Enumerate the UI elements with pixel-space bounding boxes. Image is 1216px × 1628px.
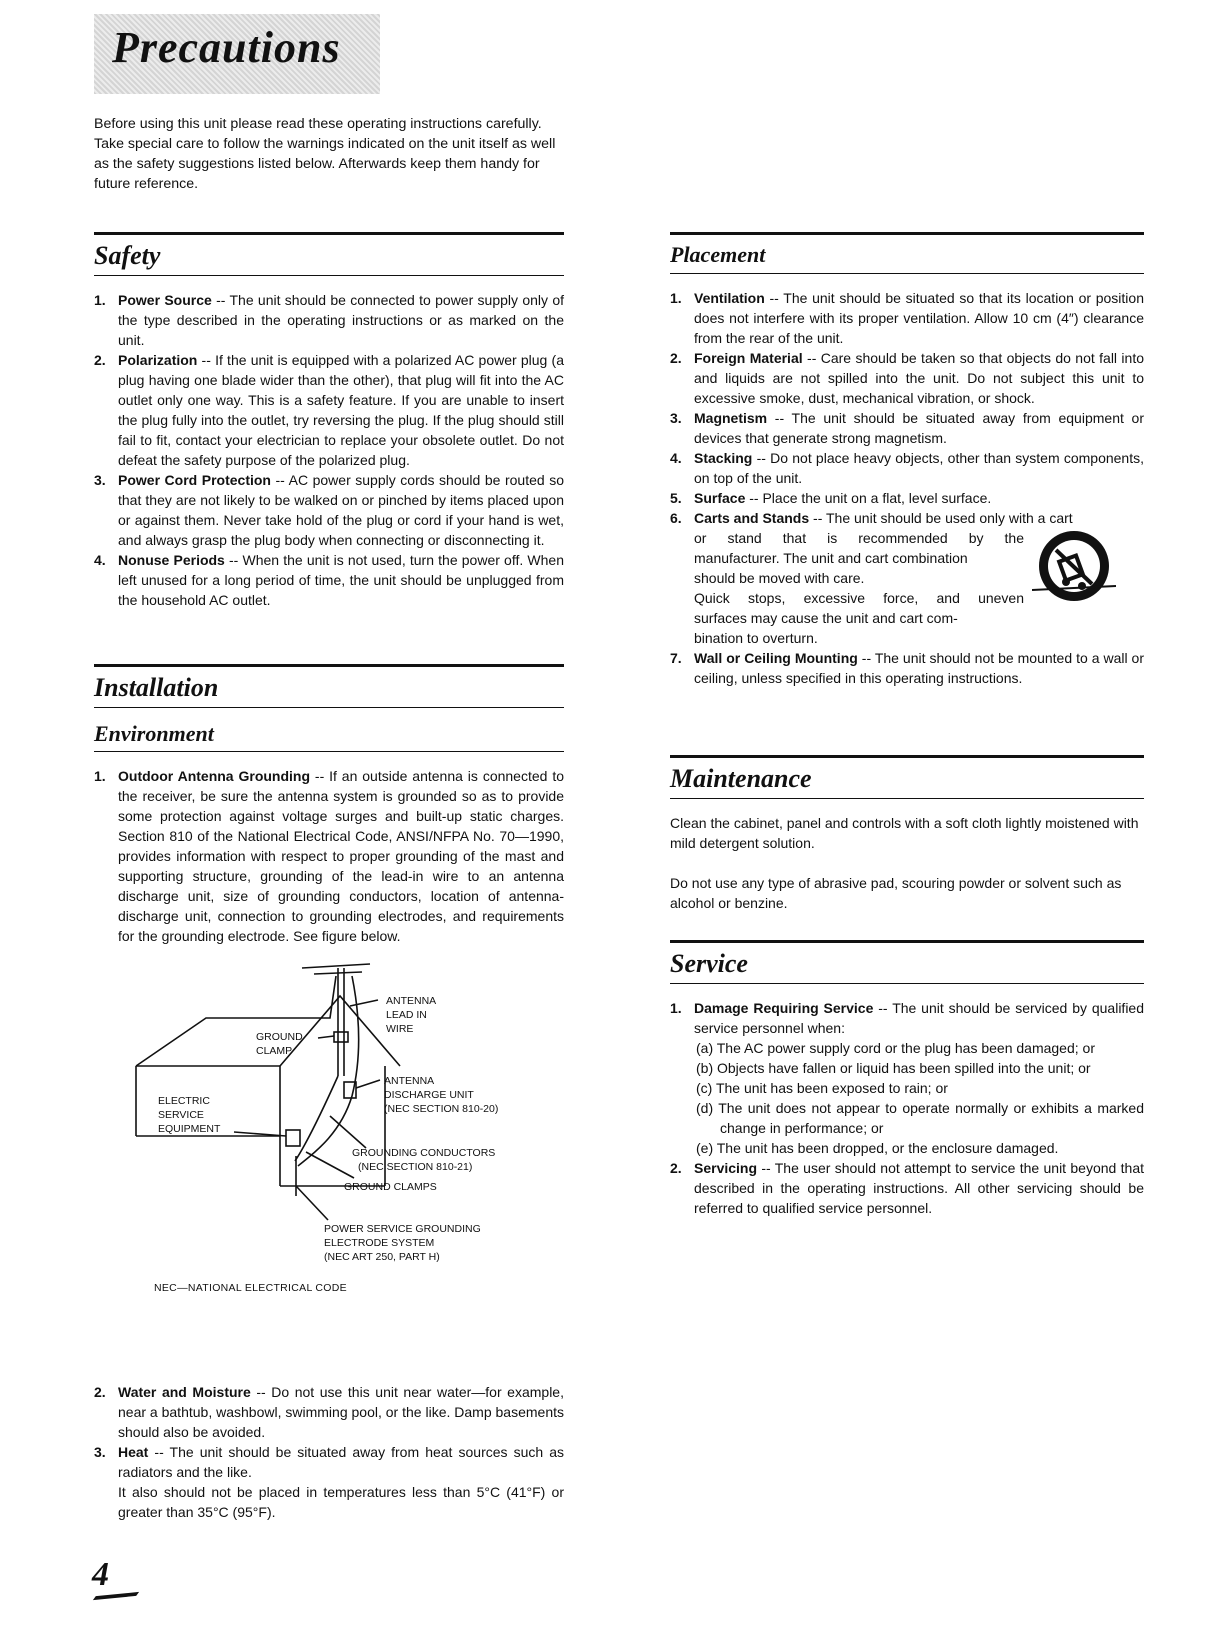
placement-heading: Placement	[670, 242, 766, 267]
diagram-label: LEAD IN	[386, 1009, 427, 1021]
list-item: 4. Stacking -- Do not place heavy objects, other than system components, on top of the unit.	[670, 450, 1144, 486]
diagram-label: (NEC ART 250, PART H)	[324, 1251, 440, 1263]
diagram-label: ANTENNA	[386, 995, 437, 1007]
page-title: Precautions	[112, 23, 341, 72]
diagram-label: ANTENNA	[384, 1075, 435, 1087]
page-number: 4	[92, 1556, 109, 1593]
diagram-label: ELECTRODE SYSTEM	[324, 1237, 435, 1249]
list-item: 7. Wall or Ceiling Mounting -- The unit should not be mounted to a wall or ceiling, unless specified in this operating instructions.	[670, 650, 1144, 686]
service-list	[670, 998, 1144, 1218]
list-item: 1. Ventilation -- The unit should be situated so that its location or position does not interfere with its proper ventilation. Allow 10 cm (4″) clearance from the rear of the unit.	[670, 290, 1144, 346]
diagram-label: (NEC SECTION 810-20)	[384, 1103, 499, 1115]
list-item: 3. Magnetism -- The unit should be situated away from equipment or devices that generate strong magnetism.	[670, 410, 1144, 446]
list-item: (c) The unit has been exposed to rain; or	[696, 1080, 948, 1096]
intro-paragraph: Before using this unit please read these operating instructions carefully. Take special care to follow the warnings indicated on the unit itself as well as the safety suggestions listed below. Afterwards keep them handy for future reference.	[94, 116, 556, 192]
nec-note: NEC—NATIONAL ELECTRICAL CODE	[154, 1282, 347, 1294]
environment-list-continued	[94, 1382, 564, 1522]
maintenance-paragraph: Do not use any type of abrasive pad, scouring powder or solvent such as alcohol or benzine.	[670, 875, 1122, 911]
diagram-label: WIRE	[386, 1023, 414, 1035]
list-item: 2. Servicing -- The user should not attempt to service the unit beyond that described in the operating instructions. All other servicing should be referred to qualified service personnel.	[670, 1160, 1144, 1216]
list-item: 1. Outdoor Antenna Grounding -- If an outside antenna is connected to the receiver, be sure the antenna system is grounded so as to provide some protection against voltage surges and built-up static charges. Section 810 of the National Electrical Code, ANSI/NFPA No. 70—1990, provides information with respect to proper grounding of the mast and supporting structure, grounding of the lead-in wire to an antenna discharge unit, size of grounding conductors, location of antenna-discharge unit, connection to grounding electrodes, and requirements for the grounding electrode. See figure below.	[94, 768, 564, 944]
list-item: (b) Objects have fallen or liquid has been spilled into the unit; or	[696, 1060, 1091, 1076]
installation-continued	[94, 1382, 564, 1522]
cart-warning-icon	[1032, 528, 1116, 604]
list-item: 2. Polarization -- If the unit is equipped with a polarized AC power plug (a plug having one blade wider than the other), that plug will fit into the AC outlet only one way. This is a safety feature. If you are unable to insert the plug fully into the outlet, try reversing the plug. If the plug should still fail to fit, contact your electrician to replace your obsolete outlet. Do not defeat the safety purpose of the polarized plug.	[94, 352, 564, 468]
diagram-label: (NEC SECTION 810-21)	[358, 1161, 473, 1173]
maintenance-heading: Maintenance	[670, 764, 812, 793]
list-item: 5. Surface -- Place the unit on a flat, level surface.	[670, 490, 992, 506]
list-item: 6. Carts and Stands -- The unit should be used only with a cart or stand that is recommended by the manufacturer. The unit and cart combination should be moved with care. Quick stops, excessive force, and uneven surfaces may cause the unit and cart com- bination to overturn.	[670, 508, 1144, 648]
list-item: 1. Damage Requiring Service -- The unit should be serviced by qualified service personnel when: (a) The AC power supply cord or the plug has been damaged; or (b) Objects have fallen or liquid has been spilled into the unit; or (c) The unit has been exposed to rain; or (d) The unit does not appear to operate normally or exhibits a marked change in performance; or (e) The unit has been dropped, or the enclosure damaged.	[670, 1000, 1145, 1156]
service-sublist	[694, 1038, 1144, 1158]
safety-heading: Safety	[94, 241, 161, 270]
placement-section	[670, 232, 1144, 688]
diagram-label: GROUND CLAMPS	[344, 1181, 437, 1193]
maintenance-paragraph: Clean the cabinet, panel and controls with a soft cloth lightly moistened with mild detergent solution.	[670, 815, 1139, 851]
list-item: 3. Power Cord Protection -- AC power supply cords should be routed so that they are not likely to be walked on or pinched by items placed upon or against them. Never take hold of the plug or cord if your hand is wet, and always grasp the plug body when connecting or disconnecting it.	[94, 472, 564, 548]
antenna-grounding-diagram	[130, 956, 550, 1266]
service-section	[670, 940, 1144, 1218]
list-item: 3. Heat -- The unit should be situated away from heat sources such as radiators and the like. It also should not be placed in temperatures less than 5°C (41°F) or greater than 35°C (95°F).	[94, 1444, 564, 1520]
list-item: (a) The AC power supply cord or the plug has been damaged; or	[696, 1040, 1095, 1056]
diagram-label: DISCHARGE UNIT	[384, 1089, 474, 1101]
environment-subheading: Environment	[94, 721, 214, 746]
maintenance-section	[670, 755, 1144, 913]
list-item: 2. Water and Moisture -- Do not use this unit near water—for example, near a bathtub, washbowl, swimming pool, or the like. Damp basements should also be avoided.	[94, 1384, 564, 1440]
installation-heading: Installation	[94, 673, 219, 702]
placement-list	[670, 288, 1144, 688]
environment-list	[94, 766, 564, 946]
list-item: 2. Foreign Material -- Care should be taken so that objects do not fall into and liquids are not spilled into the unit. Do not subject this unit to excessive smoke, dust, mechanical vibration, or shock.	[670, 350, 1145, 406]
list-item: 1. Power Source -- The unit should be connected to power supply only of the type described in the operating instructions or as marked on the unit.	[94, 292, 565, 348]
diagram-label: CLAMP	[256, 1045, 293, 1057]
list-item: 4. Nonuse Periods -- When the unit is not used, turn the power off. When left unused for a long period of time, the unit should be unplugged from the household AC outlet.	[94, 552, 564, 608]
diagram-label: GROUND	[256, 1031, 303, 1043]
diagram-label: SERVICE	[158, 1109, 204, 1121]
list-item: (d) The unit does not appear to operate normally or exhibits a marked change in performance; or	[696, 1100, 1144, 1136]
installation-section	[94, 664, 564, 946]
diagram-label: POWER SERVICE GROUNDING	[324, 1223, 481, 1235]
safety-section	[94, 232, 564, 610]
diagram-label: ELECTRIC	[158, 1095, 210, 1107]
safety-list	[94, 290, 564, 610]
service-heading: Service	[670, 949, 748, 978]
diagram-label: EQUIPMENT	[158, 1123, 221, 1135]
list-item: (e) The unit has been dropped, or the enclosure damaged.	[696, 1140, 1059, 1156]
diagram-label: GROUNDING CONDUCTORS	[352, 1147, 496, 1159]
